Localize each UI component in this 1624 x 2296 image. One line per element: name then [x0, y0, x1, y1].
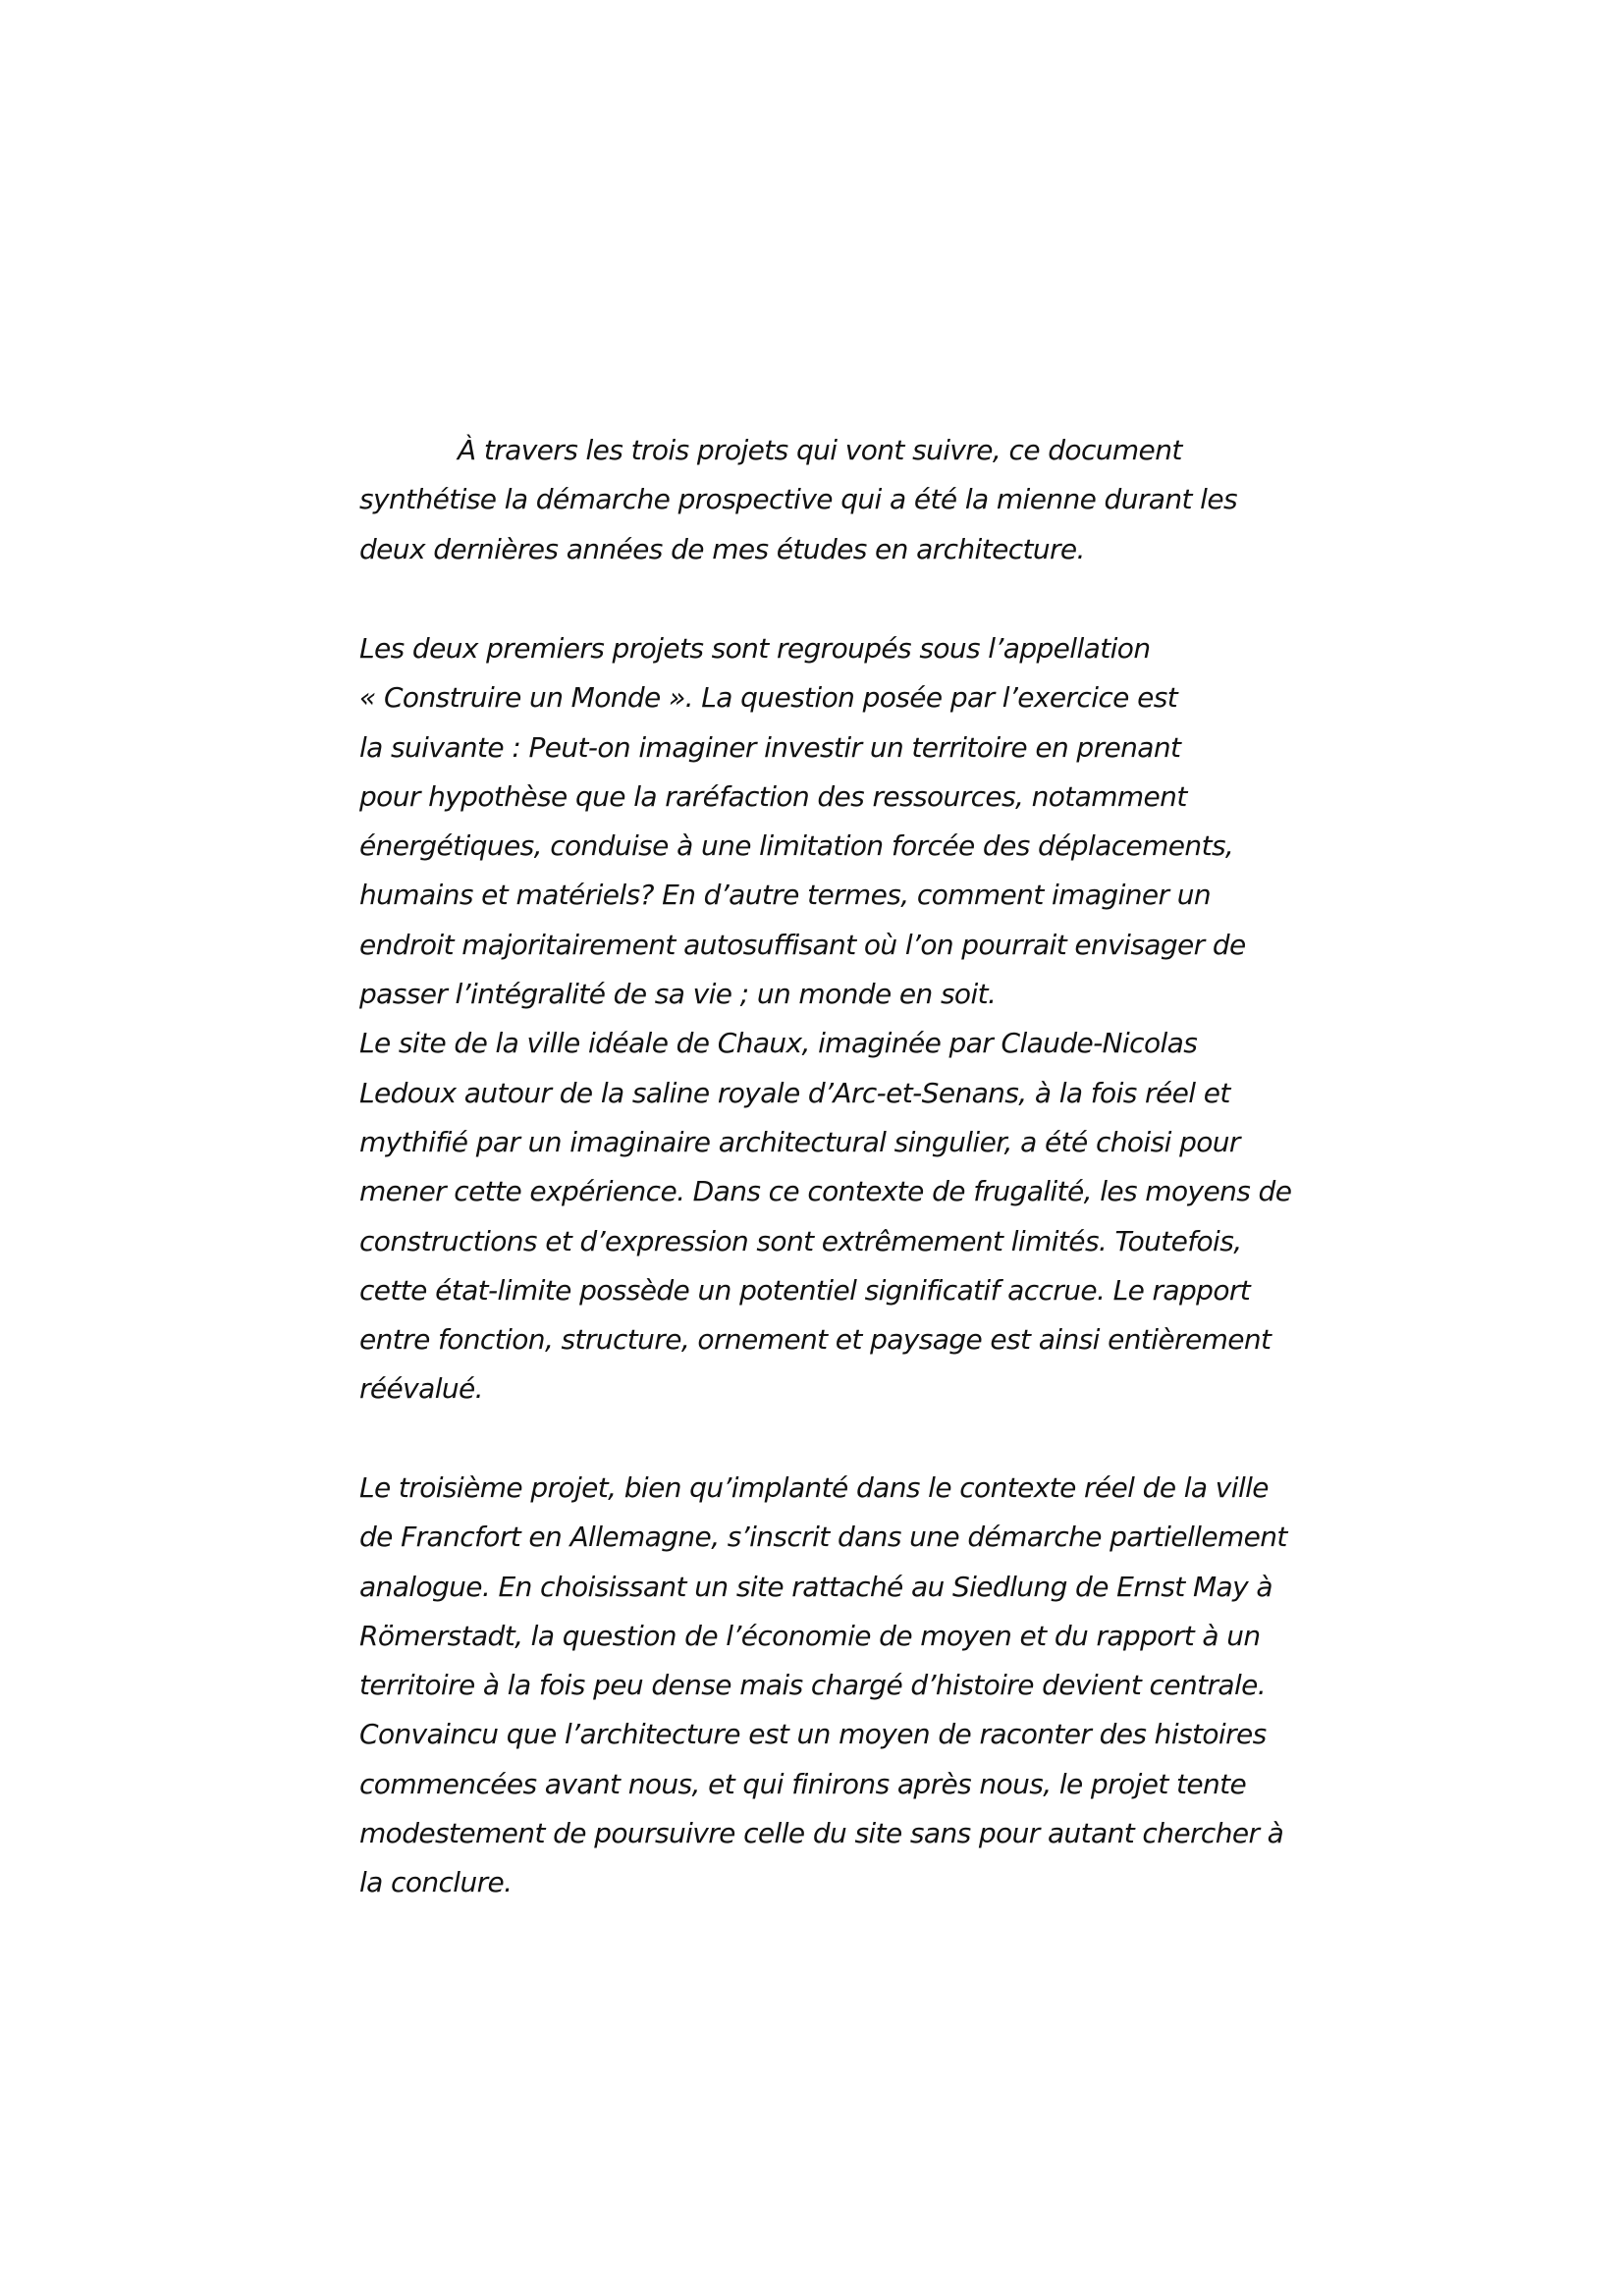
text-line: territoire à la fois peu dense mais chargé d’histoire devient centrale.: [359, 1669, 1267, 1702]
text-line: analogue. En choisissant un site rattaché au Siedlung de Ernst May à: [359, 1570, 1272, 1603]
text-line: Le troisième projet, bien qu’implanté dans le contexte réel de la ville: [359, 1471, 1269, 1504]
text-line: modestement de poursuivre celle du site sans pour autant chercher à: [359, 1817, 1284, 1850]
text-line: cette état-limite possède un potentiel significatif accrue. Le rapport: [359, 1273, 1251, 1307]
text-line: énergétiques, conduise à une limitation forcée des déplacements,: [359, 829, 1234, 863]
paragraph-intro: [359, 426, 1282, 574]
text-line: Ledoux autour de la saline royale d’Arc-et-Senans, à la fois réel et: [359, 1076, 1230, 1109]
text-line: Les deux premiers projets sont regroupés sous l’appellation: [359, 632, 1151, 665]
paragraph-construire-un-monde: [359, 624, 1292, 1415]
text-line: pour hypothèse que la raréfaction des ressources, notamment: [359, 779, 1187, 813]
text-line: synthétise la démarche prospective qui a été la mienne durant les: [359, 483, 1237, 516]
text-line: À travers les trois projets qui vont suivre, ce document: [458, 434, 1182, 466]
paragraph-francfort: [359, 1464, 1287, 1908]
text-line: mythifié par un imaginaire architectural singulier, a été choisi pour: [359, 1125, 1240, 1158]
text-line: la suivante : Peut-on imaginer investir un territoire en prenant: [359, 730, 1181, 764]
text-line: entre fonction, structure, ornement et paysage est ainsi entièrement: [359, 1323, 1272, 1357]
text-line: constructions et d’expression sont extrêmement limités. Toutefois,: [359, 1224, 1242, 1257]
text-line: Römerstadt, la question de l’économie de moyen et du rapport à un: [359, 1619, 1261, 1652]
text-line: « Construire un Monde ». La question posée par l’exercice est: [359, 681, 1178, 715]
text-line: la conclure.: [359, 1866, 513, 1899]
text-line: deux dernières années de mes études en architecture.: [359, 532, 1085, 565]
text-line: commencées avant nous, et qui finirons après nous, le projet tente: [359, 1767, 1247, 1800]
text-line: Le site de la ville idéale de Chaux, imaginée par Claude-Nicolas: [359, 1027, 1198, 1060]
text-line: mener cette expérience. Dans ce contexte de frugalité, les moyens de: [359, 1175, 1292, 1208]
text-line: de Francfort en Allemagne, s’inscrit dans une démarche partiellement: [359, 1521, 1287, 1554]
text-line: passer l’intégralité de sa vie ; un monde en soit.: [359, 978, 997, 1011]
text-line: endroit majoritairement autosuffisant où l’on pourrait envisager de: [359, 928, 1246, 961]
text-line: réévalué.: [359, 1372, 483, 1406]
text-line: Convaincu que l’architecture est un moyen de raconter des histoires: [359, 1718, 1267, 1751]
text-line: humains et matériels? En d’autre termes, comment imaginer un: [359, 879, 1212, 912]
